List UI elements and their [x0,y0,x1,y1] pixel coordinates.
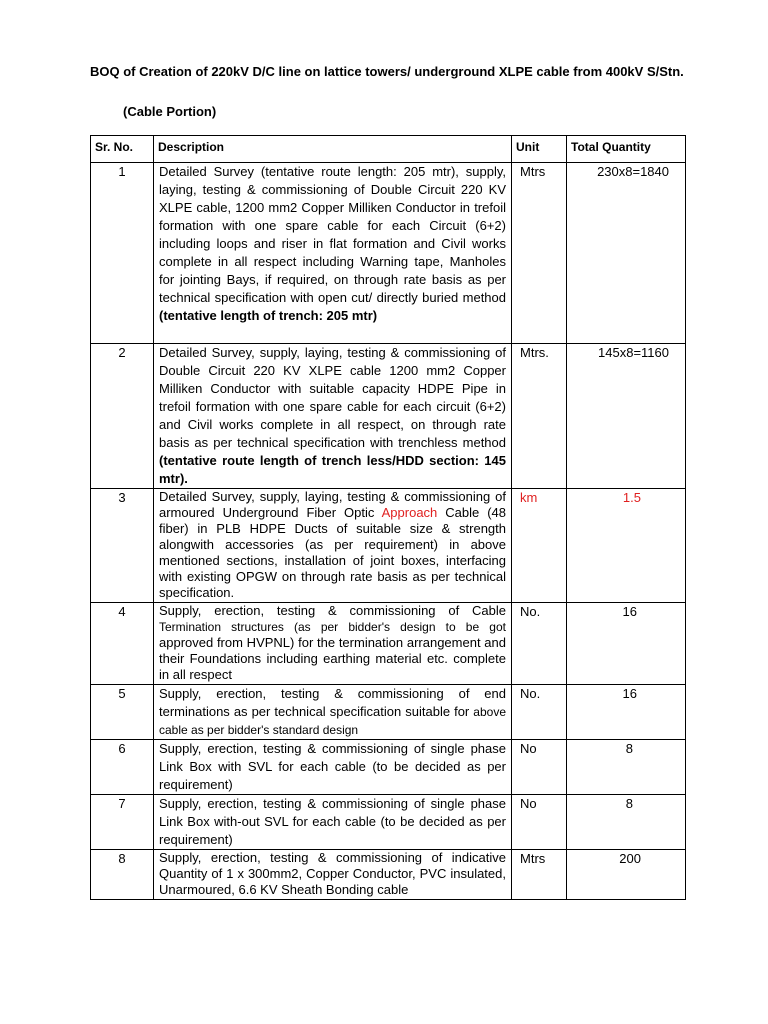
table-row [91,850,686,900]
row-description [154,685,512,740]
description-highlight-text: Approach [381,505,438,520]
description-text: Supply, erection, testing & commissioning of Cable [159,603,506,618]
document-subtitle: (Cable Portion) [123,104,217,119]
table-header-row [91,136,686,163]
table-row [91,685,686,740]
description-text-continued: Cable (48 fiber) in PLB HDPE Ducts of suitable size & strength alongwith accessories (as per requirement) in above mentioned sections, installation of joint boxes, interfacing with existing OPGW on through rate basis as per technical specification. [159,505,506,600]
row-sr-no: 1 [91,163,154,344]
header-sr-no: Sr. No. [91,136,154,163]
table-row [91,163,686,344]
description-text: Detailed Survey, supply, laying, testing & commissioning of armoured Underground Fiber Optic [159,489,506,520]
row-description [154,489,512,603]
table-row [91,603,686,685]
row-quantity: 8 [567,795,686,850]
row-quantity: 8 [567,740,686,795]
row-quantity: 145x8=1160 [567,344,686,489]
row-description: Supply, erection, testing & commissioning of single phase Link Box with-out SVL for each cable (to be decided as per requirement) [154,795,512,850]
description-text-continued: approved from HVPNL) for the termination arrangement and their Foundations including earthing material etc. complete in all respect [159,635,506,682]
row-sr-no: 8 [91,850,154,900]
row-unit: Mtrs [512,163,567,344]
description-text: Detailed Survey, supply, laying, testing & commissioning of Double Circuit 220 KV XLPE cable 1200 mm2 Copper Milliken Conductor with suitable capacity HDPE Pipe in trefoil formation with one spare cable for each circuit (6+2) and Civil works complete in all respect, on through rate basis as per technical specification with trenchless method [159,345,506,450]
header-unit: Unit [512,136,567,163]
row-unit: No [512,740,567,795]
table-row [91,795,686,850]
row-unit: Mtrs [512,850,567,900]
description-text: Detailed Survey (tentative route length: 205 mtr), supply, laying, testing & commissioning of Double Circuit 220 KV XLPE cable, 1200 mm2 Copper Milliken Conductor in trefoil formation with one spare cable for each Circuit (6+2) including loops and riser in flat formation and Civil works complete in all respect including Warning tape, Manholes for jointing Bays, if required, on through rate basis as per technical specification with open cut/ directly buried method [159,164,506,305]
table-row [91,489,686,603]
row-sr-no: 5 [91,685,154,740]
row-quantity: 16 [567,685,686,740]
row-quantity: 1.5 [567,489,686,603]
table-row [91,740,686,795]
row-quantity: 230x8=1840 [567,163,686,344]
row-description: Supply, erection, testing & commissioning of single phase Link Box with SVL for each cable (to be decided as per requirement) [154,740,512,795]
row-description: Supply, erection, testing & commissioning of indicative Quantity of 1 x 300mm2, Copper Conductor, PVC insulated, Unarmoured, 6.6 KV Sheath Bonding cable [154,850,512,900]
boq-table [90,135,686,900]
description-small-text: above cable as per bidder's standard design [159,705,506,737]
row-quantity: 16 [567,603,686,685]
table-row [91,344,686,489]
row-unit: Mtrs. [512,344,567,489]
document-title: BOQ of Creation of 220kV D/C line on lattice towers/ underground XLPE cable from 400kV S/Stn. [90,64,684,79]
row-quantity: 200 [567,850,686,900]
description-small-text: Termination structures (as per bidder's design to be got [159,620,506,634]
description-text: Supply, erection, testing & commissioning of end terminations as per technical specification suitable for [159,686,506,719]
row-sr-no: 4 [91,603,154,685]
row-unit: No [512,795,567,850]
description-bold-text: (tentative length of trench: 205 mtr) [159,308,378,323]
header-description: Description [154,136,512,163]
row-sr-no: 2 [91,344,154,489]
row-unit: km [512,489,567,603]
row-sr-no: 6 [91,740,154,795]
row-description [154,163,512,344]
row-sr-no: 7 [91,795,154,850]
row-unit: No. [512,685,567,740]
description-bold-text: (tentative route length of trench less/HDD section: 145 mtr). [159,453,506,486]
row-description [154,344,512,489]
row-sr-no: 3 [91,489,154,603]
row-unit: No. [512,603,567,685]
header-total-quantity: Total Quantity [567,136,686,163]
row-description [154,603,512,685]
